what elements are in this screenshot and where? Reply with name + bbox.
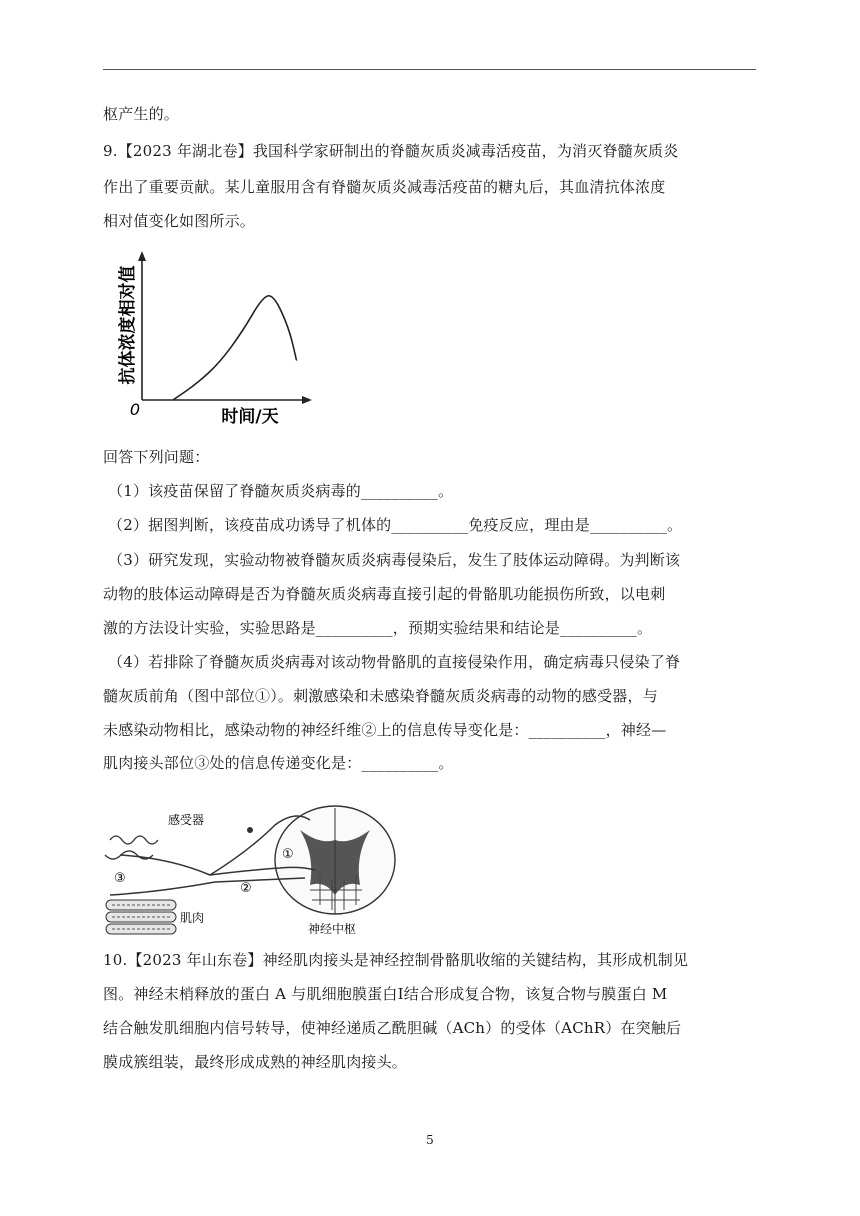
reflex-arc-diagram [100,800,400,940]
marker-1: ① [282,847,294,862]
antibody-chart [100,245,320,430]
header-rule [103,69,756,70]
answer-prompt: 回答下列问题： [103,448,210,466]
text-line: 结合触发肌细胞内信号转导，使神经递质乙酰胆碱（ACh）的受体（AChR）在突触后 [103,1019,682,1037]
marker-2: ② [240,881,252,896]
x-axis-arrow [302,396,312,404]
marker-3: ③ [114,871,126,886]
muscle-label: 肌肉 [180,911,205,925]
text-line: 相对值变化如图所示。 [103,212,256,230]
text-line: 动物的肢体运动障碍是否为脊髓灰质炎病毒直接引起的骨骼肌功能损伤所致，以电刺 [103,585,666,603]
text-line: 肌肉接头部位③处的信息传递变化是：__________。 [103,754,454,772]
question-10-heading: 10.【2023 年山东卷】神经肌肉接头是神经控制骨骼肌收缩的关键结构，其形成机制见 [103,951,689,969]
receptor-squiggle [110,836,158,844]
page-number: 5 [426,1133,434,1147]
text-line: 作出了重要贡献。某儿童服用含有脊髓灰质炎减毒活疫苗的糖丸后，其血清抗体浓度 [103,178,666,196]
sub-question-2: （2）据图判断，该疫苗成功诱导了机体的__________免疫反应，理由是__________。 [108,516,683,534]
text-line: 激的方法设计实验，实验思路是__________，预期实验结果和结论是__________。 [103,619,653,637]
motor-nerve [110,878,305,895]
muscle-bundle [106,900,176,934]
receptor-label: 感受器 [168,813,205,827]
ganglion [247,827,253,833]
question-9-heading: 9.【2023 年湖北卷】我国科学家研制出的脊髓灰质炎减毒活疫苗，为消灭脊髓灰质炎 [103,142,679,160]
x-axis-label: 时间/天 [221,407,279,427]
sub-question-4: （4）若排除了脊髓灰质炎病毒对该动物骨骼肌的直接侵染作用，确定病毒只侵染了脊 [108,653,681,671]
y-axis-label: 抗体浓度相对值 [118,265,138,385]
sub-question-1: （1）该疫苗保留了脊髓灰质炎病毒的__________。 [108,482,454,500]
text-line: 未感染动物相比，感染动物的神经纤维②上的信息传导变化是：__________，神经— [103,721,667,739]
y-axis-arrow [138,251,146,261]
origin-label: 0 [129,400,140,419]
antibody-curve [173,296,297,400]
text-line: 膜成簇组装，最终形成成熟的神经肌肉接头。 [103,1053,408,1071]
nerve-center-label: 神经中枢 [308,922,357,936]
sub-question-3: （3）研究发现，实验动物被脊髓灰质炎病毒侵染后，发生了肢体运动障碍。为判断该 [108,551,681,569]
text-line: 枢产生的。 [103,105,180,123]
text-line: 髓灰质前角（图中部位①）。刺激感染和未感染脊髓灰质炎病毒的动物的感受器，与 [103,687,658,705]
text-line: 图。神经末梢释放的蛋白 A 与肌细胞膜蛋白Ⅰ结合形成复合物，该复合物与膜蛋白 M [103,985,668,1003]
